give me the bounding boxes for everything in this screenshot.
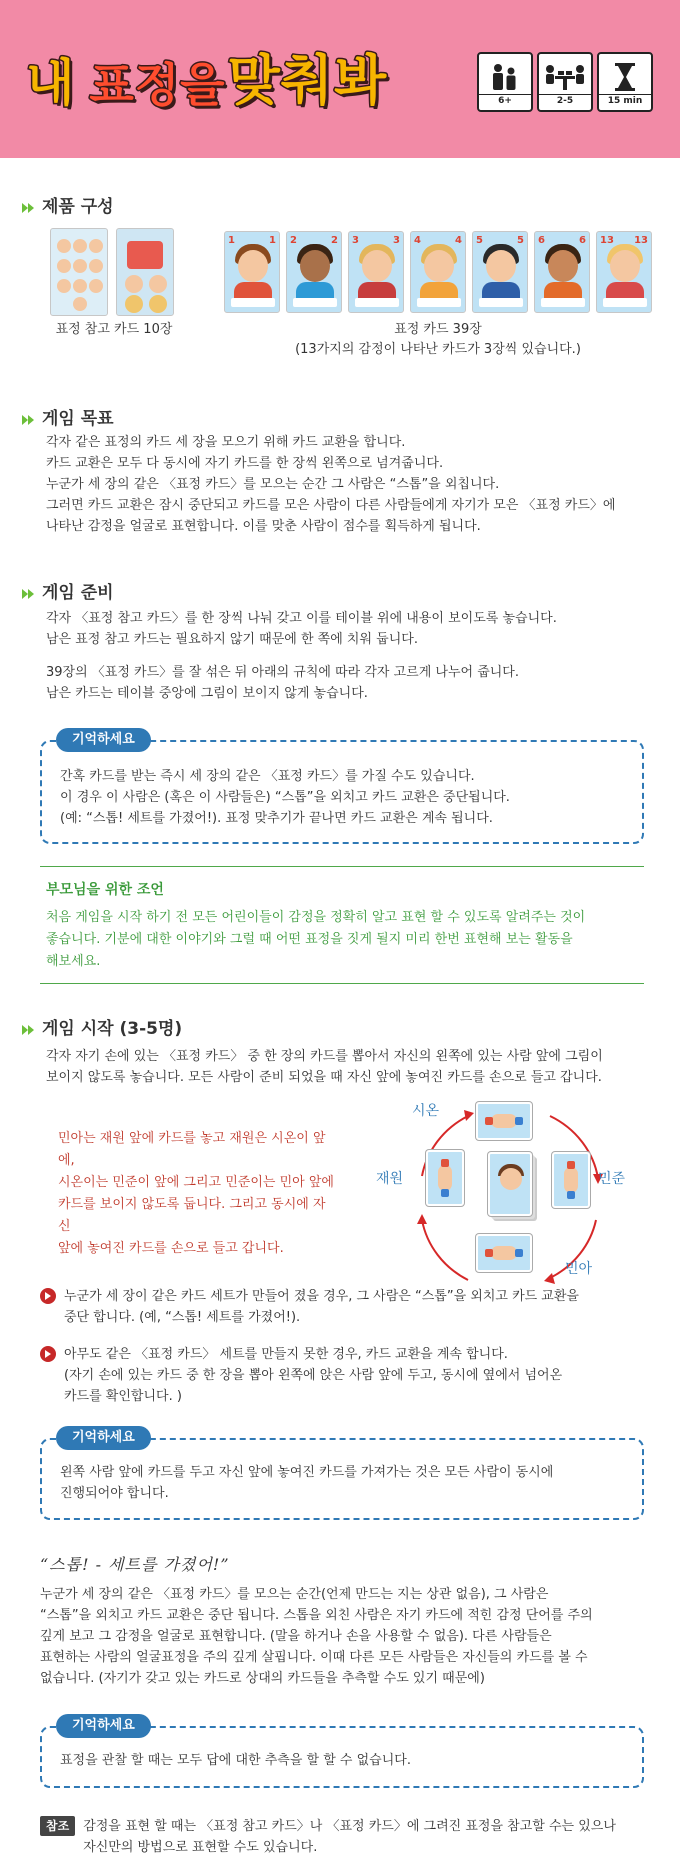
- arrow-circle-icon: [40, 1346, 56, 1362]
- text-line: 진행되어야 합니다.: [60, 1486, 169, 1501]
- double-chevron-icon: [22, 587, 36, 601]
- prep-text-1: [46, 608, 646, 650]
- parent-advice-box: [40, 866, 644, 984]
- remember-box-3: [40, 1718, 644, 1788]
- expression-card: 5 5: [472, 231, 528, 313]
- section-heading: 게임 준비: [42, 583, 114, 603]
- time-badge: [597, 52, 653, 112]
- expression-card: 4 4: [410, 231, 466, 313]
- expression-card: 2 2: [286, 231, 342, 313]
- remember-tab: 기억하세요: [56, 1714, 151, 1738]
- text-line: 그러면 카드 교환은 잠시 중단되고 카드를 모은 사람이 다른 사람들에게 자기가 모은 〈표정 카드〉에: [46, 498, 616, 513]
- text-line: 간혹 카드를 받는 즉시 세 장의 같은 〈표정 카드〉를 가질 수도 있습니다.: [60, 769, 475, 784]
- text-line: 좋습니다. 기분에 대한 이야기와 그럴 때 어떤 표정을 짓게 될지 미리 한번 표현해 보는 활동을: [46, 932, 573, 947]
- header-banner: [0, 0, 680, 158]
- players-label: 2-5: [539, 94, 591, 108]
- text-line: 앞에 놓여진 카드를 손으로 들고 갑니다.: [58, 1241, 284, 1256]
- handshake-card-bottom: [476, 1234, 532, 1272]
- text-line: 해보세요.: [46, 954, 101, 969]
- text-line: 보이지 않도록 놓습니다. 모든 사람이 준비 되었을 때 자신 앞에 놓여진 카드를 손으로 들고 갑니다.: [46, 1070, 602, 1085]
- title-word-1: 내: [26, 54, 76, 112]
- section-title-goal: [22, 406, 114, 433]
- remember-text: [60, 1750, 411, 1771]
- remember-text: [60, 1462, 553, 1504]
- text-line: 없습니다. (자기가 갖고 있는 카드로 상대의 카드들을 추측할 수도 있기 때문에): [40, 1671, 485, 1686]
- text-line: 남은 카드는 테이블 중앙에 그림이 보이지 않게 놓습니다.: [46, 686, 368, 701]
- text-line: (자기 손에 있는 카드 중 한 장을 뽑아 왼쪽에 앉은 사람 앞에 두고, 동시에 옆에서 넘어온: [64, 1368, 563, 1383]
- text-line: 누군가 세 장의 같은 〈표정 카드〉를 모으는 순간 그 사람은 “스톱”을 외칩니다.: [46, 477, 500, 492]
- text-line: 각자 자기 손에 있는 〈표정 카드〉 중 한 장의 카드를 뽑아서 자신의 왼쪽에 있는 사람 앞에 그림이: [46, 1049, 603, 1064]
- title-word-3: 맞춰봐: [227, 49, 388, 112]
- card-deck: [488, 1152, 532, 1216]
- text-line: 표정을 관찰 할 때는 모두 답에 대한 추측을 할 할 수 없습니다.: [60, 1753, 411, 1768]
- expression-card: 1 1: [224, 231, 280, 313]
- handshake-card-left: [426, 1150, 464, 1206]
- time-label: 15 min: [599, 94, 651, 108]
- section-title-start: [22, 1016, 182, 1043]
- expression-cards-subcaption: (13가지의 감정이 나타난 카드가 3장씩 있습니다.): [295, 342, 581, 357]
- text-line: 각자 〈표정 참고 카드〉를 한 장씩 나눠 갖고 이를 테이블 위에 내용이 보이도록 놓습니다.: [46, 611, 557, 626]
- note-text: [83, 1816, 643, 1858]
- prep-text-2: [46, 662, 646, 704]
- reference-cards-caption: 표정 참고 카드 10장: [55, 322, 173, 337]
- text-line: (예: “스톱! 세트를 가졌어!). 표정 맞추기가 끝나면 카드 교환은 계속 됩니다.: [60, 811, 493, 826]
- player-name-left: 재원: [376, 1171, 404, 1187]
- text-line: 민아는 재원 앞에 카드를 놓고 재원은 시온이 앞에,: [58, 1131, 326, 1168]
- note: [40, 1816, 643, 1858]
- text-line: 아무도 같은 〈표정 카드〉 세트를 만들지 못한 경우, 카드 교환을 계속 합니다.: [64, 1347, 508, 1362]
- section-heading: 제품 구성: [42, 197, 114, 217]
- text-line: 자신만의 방법으로 표현할 수도 있습니다.: [83, 1840, 318, 1855]
- expression-card: 13 13: [596, 231, 652, 313]
- text-line: “스톱”을 외치고 카드 교환은 중단 됩니다. 스톱을 외친 사람은 자기 카드에 적힌 감정 단어를 주의: [40, 1608, 593, 1623]
- section-heading: 게임 시작 (3-5명): [42, 1019, 183, 1039]
- section-heading: 게임 목표: [42, 409, 114, 429]
- game-info-badges: [477, 52, 653, 112]
- players-badge: [537, 52, 593, 112]
- section-title-components: [22, 194, 114, 221]
- player-name-bottom: 민아: [565, 1261, 593, 1277]
- text-line: 깊게 보고 그 감정을 얼굴로 표현합니다. (말을 하거나 손을 사용할 수 없음). 다른 사람들은: [40, 1629, 552, 1644]
- text-line: 누군가 세 장이 같은 카드 세트가 만들어 졌을 경우, 그 사람은 “스톱”을 외치고 카드 교환을: [64, 1289, 579, 1304]
- text-line: 각자 같은 표정의 카드 세 장을 모으기 위해 카드 교환을 합니다.: [46, 435, 406, 450]
- reference-card: [50, 228, 108, 316]
- expression-card: 6 6: [534, 231, 590, 313]
- text-line: 카드를 보이지 않도록 둡니다. 그리고 동시에 자신: [58, 1197, 326, 1234]
- double-chevron-icon: [22, 413, 36, 427]
- text-line: 감정을 표현 할 때는 〈표정 참고 카드〉나 〈표정 카드〉에 그려진 표정을 참고할 수는 있으나: [83, 1819, 616, 1834]
- text-line: 이 경우 이 사람은 (혹은 이 사람들은) “스톱”을 외치고 카드 교환은 중단됩니다.: [60, 790, 510, 805]
- age-label: 6+: [479, 94, 531, 108]
- text-line: 나타난 감정을 얼굴로 표현합니다. 이를 맞춘 사람이 점수를 획득하게 됩니다.: [46, 519, 481, 534]
- reference-card-back: [116, 228, 174, 316]
- text-line: 카드 교환은 모두 다 동시에 자기 카드를 한 장씩 왼쪽으로 넘겨줍니다.: [46, 456, 444, 471]
- text-line: 39장의 〈표정 카드〉를 잘 섞은 뒤 아래의 규칙에 따라 각자 고르게 나누어 줍니다.: [46, 665, 520, 680]
- players-icon: [488, 62, 522, 92]
- goal-text: [46, 432, 646, 537]
- advice-text: [46, 907, 636, 973]
- start-text: [46, 1046, 646, 1088]
- stop-text: [40, 1584, 655, 1689]
- note-badge: 참조: [40, 1816, 75, 1836]
- game-title: [26, 38, 388, 112]
- text-line: 남은 표정 참고 카드는 필요하지 않기 때문에 한 쪽에 치워 둡니다.: [46, 632, 418, 647]
- handshake-card-top: [476, 1102, 532, 1140]
- advice-title: 부모님을 위한 조언: [46, 882, 164, 898]
- rule-bullet: [40, 1344, 650, 1407]
- player-name-right: 민준: [598, 1171, 626, 1187]
- text-line: 중단 합니다. (예, “스톱! 세트를 가졌어!).: [64, 1310, 301, 1325]
- remember-box-1: [40, 732, 644, 844]
- text-line: 표현하는 사람의 얼굴표정을 주의 깊게 살핍니다. 이때 다른 모든 사람들은 자신들의 카드를 볼 수: [40, 1650, 588, 1665]
- hourglass-icon: [613, 62, 637, 92]
- text-line: 처음 게임을 시작 하기 전 모든 어린이들이 감정을 정확히 알고 표현 할 수 있도록 알려주는 것이: [46, 910, 586, 925]
- title-word-2: 표정을: [89, 58, 226, 112]
- stop-heading: “스톱! - 세트를 가졌어!”: [40, 1555, 230, 1574]
- arrow-circle-icon: [40, 1288, 56, 1304]
- double-chevron-icon: [22, 1023, 36, 1037]
- rule-bullet: [40, 1286, 650, 1328]
- text-line: 카드를 확인합니다. ): [64, 1389, 182, 1404]
- double-chevron-icon: [22, 201, 36, 215]
- remember-box-2: [40, 1430, 644, 1520]
- player-name-top: 시온: [412, 1103, 440, 1119]
- remember-tab: 기억하세요: [56, 728, 151, 752]
- text-line: 누군가 세 장의 같은 〈표정 카드〉를 모으는 순간(언제 만드는 지는 상관 없음), 그 사람은: [40, 1587, 549, 1602]
- section-title-prep: [22, 580, 114, 607]
- expression-cards-caption: 표정 카드 39장: [394, 322, 482, 337]
- text-line: 왼쪽 사람 앞에 카드를 두고 자신 앞에 놓여진 카드를 가져가는 것은 모든 사람이 동시에: [60, 1465, 554, 1480]
- expression-card: 3 3: [348, 231, 404, 313]
- age-badge: [477, 52, 533, 112]
- table-players-icon: [543, 62, 587, 92]
- example-text: [58, 1128, 338, 1260]
- remember-tab: 기억하세요: [56, 1426, 151, 1450]
- text-line: 시온이는 민준이 앞에 그리고 민준이는 민아 앞에: [58, 1175, 334, 1190]
- remember-text: [60, 766, 510, 829]
- handshake-card-right: [552, 1152, 590, 1208]
